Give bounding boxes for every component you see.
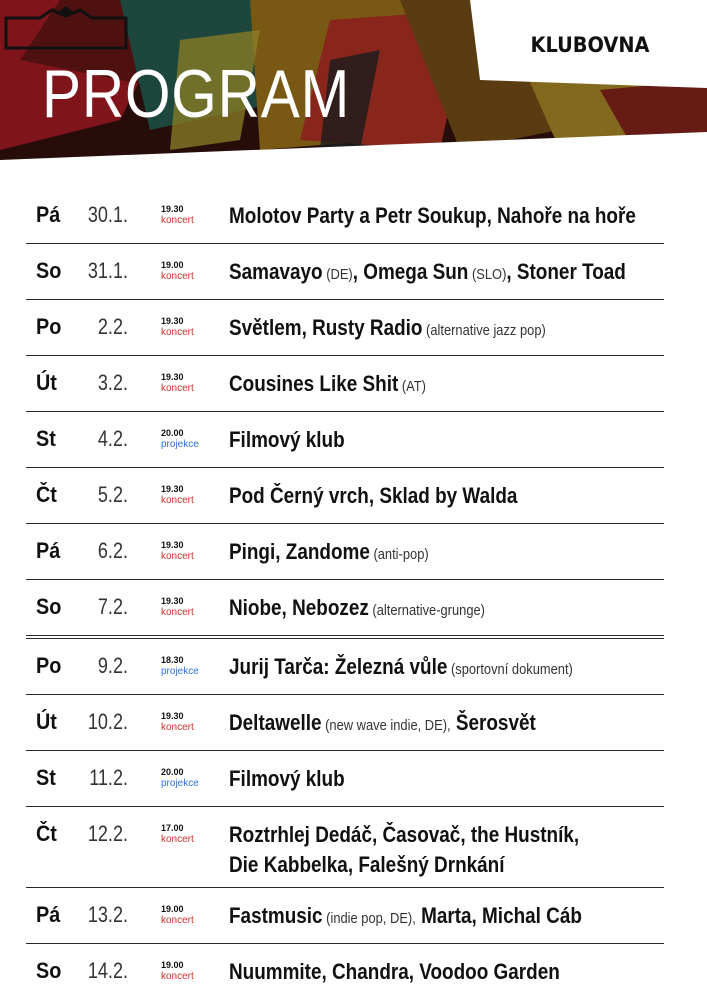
event-type: koncert (161, 915, 194, 926)
event-day: St (36, 765, 56, 790)
event-type: koncert (161, 495, 194, 506)
list-item (26, 807, 664, 888)
event-date: 11.2. (89, 765, 128, 790)
event-act: Fastmusic (indie pop, DE), Marta, Michal Cáb (229, 903, 582, 928)
event-type: projekce (161, 778, 199, 789)
event-time: 19.00 (161, 960, 184, 970)
list-item (26, 888, 664, 944)
event-date: 6.2. (97, 538, 128, 563)
list-item (26, 751, 664, 807)
event-note: (anti-pop) (369, 546, 429, 563)
event-day: Út (36, 370, 57, 395)
list-item (26, 639, 664, 695)
event-date: 10.2. (87, 709, 128, 734)
event-day: Út (36, 709, 57, 734)
event-time: 19.30 (161, 484, 184, 494)
event-type: koncert (161, 383, 194, 394)
list-item (26, 695, 664, 751)
event-date: 30.1. (87, 202, 128, 227)
event-day: Po (36, 314, 62, 339)
event-note: (indie pop, DE), (322, 910, 416, 927)
event-date: 4.2. (97, 426, 128, 451)
event-act: Pod Černý vrch, Sklad by Walda (229, 483, 518, 508)
event-note: (alternative-grunge) (368, 602, 485, 619)
event-date: 14.2. (87, 958, 128, 983)
event-type: koncert (161, 722, 194, 733)
event-date: 12.2. (87, 821, 128, 846)
list-item (26, 300, 664, 356)
event-date: 13.2. (87, 902, 128, 927)
list-item (26, 412, 664, 468)
event-act: Filmový klub (229, 427, 345, 452)
event-time: 19.00 (161, 260, 184, 270)
event-time: 19.30 (161, 372, 184, 382)
event-date: 9.2. (97, 653, 128, 678)
event-date: 31.1. (87, 258, 128, 283)
event-date: 2.2. (97, 314, 128, 339)
event-time: 19.00 (161, 904, 184, 914)
event-day: Pá (36, 902, 61, 927)
event-act: Molotov Party a Petr Soukup, Nahoře na hoře (229, 203, 636, 228)
event-day: So (36, 958, 62, 983)
event-note: (alternative jazz pop) (422, 322, 546, 339)
list-item (26, 580, 664, 639)
event-day: So (36, 594, 62, 619)
list-item (26, 944, 664, 999)
event-type: koncert (161, 327, 194, 338)
event-day: So (36, 258, 62, 283)
event-act: Cousines Like Shit (AT) (229, 371, 426, 396)
event-time: 18.30 (161, 655, 184, 665)
event-note: (SLO) (468, 266, 507, 283)
event-act: Niobe, Nebozez (alternative-grunge) (229, 595, 485, 620)
event-date: 3.2. (97, 370, 128, 395)
event-note: (new wave indie, DE), (321, 717, 451, 734)
list-item (26, 524, 664, 580)
event-day: Pá (36, 202, 61, 227)
event-time: 19.30 (161, 316, 184, 326)
list-item (26, 468, 664, 524)
event-day: Pá (36, 538, 61, 563)
event-act: Jurij Tarča: Železná vůle (sportovní dokument) (229, 654, 573, 679)
event-note: (sportovní dokument) (447, 661, 573, 678)
event-note: (AT) (398, 378, 426, 395)
event-act: Filmový klub (229, 766, 345, 791)
page-title: PROGRAM (42, 56, 351, 132)
event-act: Pingi, Zandome (anti-pop) (229, 539, 429, 564)
event-day: Čt (36, 821, 57, 846)
event-act: Nuummite, Chandra, Voodoo Garden (229, 959, 560, 984)
event-time: 20.00 (161, 767, 184, 777)
event-type: koncert (161, 607, 194, 618)
event-act: Světlem, Rusty Radio (alternative jazz pop) (229, 315, 546, 340)
event-time: 17.00 (161, 823, 184, 833)
event-day: St (36, 426, 56, 451)
event-type: koncert (161, 971, 194, 982)
event-time: 20.00 (161, 428, 184, 438)
event-time: 19.30 (161, 711, 184, 721)
event-type: koncert (161, 271, 194, 282)
brand-logo: KLUBOVNA (530, 33, 650, 57)
event-type: koncert (161, 834, 194, 845)
list-item (26, 356, 664, 412)
event-act: Samavayo (DE), Omega Sun (SLO), Stoner Toad (229, 259, 626, 284)
list-item (26, 188, 664, 244)
event-type: koncert (161, 215, 194, 226)
event-type: koncert (161, 551, 194, 562)
event-day: Čt (36, 482, 57, 507)
program-list (26, 188, 664, 999)
event-act: Roztrhlej Dedáč, Časovač, the Hustník, Die Kabbelka, Falešný Drnkání (229, 822, 580, 877)
header-banner (0, 0, 707, 180)
event-date: 7.2. (97, 594, 128, 619)
event-date: 5.2. (97, 482, 128, 507)
event-time: 19.30 (161, 540, 184, 550)
event-act: Deltawelle (new wave indie, DE), Šerosvět (229, 710, 536, 735)
event-type: projekce (161, 439, 199, 450)
event-time: 19.30 (161, 596, 184, 606)
event-type: projekce (161, 666, 199, 677)
event-note: (DE) (322, 266, 353, 283)
klubovna-logo-icon (0, 0, 132, 54)
event-time: 19.30 (161, 204, 184, 214)
list-item (26, 244, 664, 300)
event-day: Po (36, 653, 62, 678)
